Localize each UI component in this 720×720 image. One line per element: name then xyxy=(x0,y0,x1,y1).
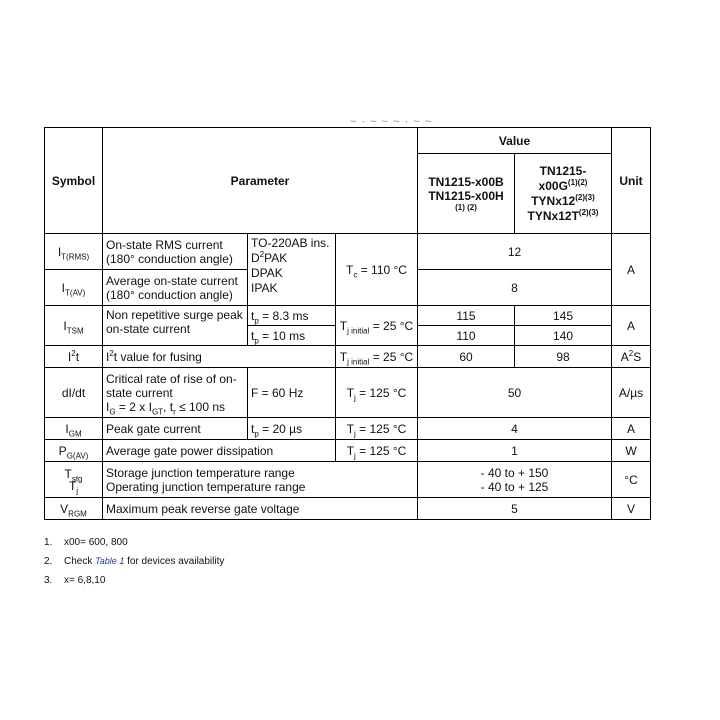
param-it-rms: On-state RMS current (180° conduction angle) xyxy=(103,234,248,270)
param-it-av: Average on-state current (180° conduction angle) xyxy=(103,270,248,306)
symbol-igm: $I_{GM}$ xyxy=(45,418,103,440)
unit-igm: A xyxy=(612,418,651,440)
temp-igm: $T_j = 125$ °C xyxy=(336,418,418,440)
header-variant-1: TN1215-x00B TN1215-x00H (1) (2) xyxy=(418,154,515,234)
value-itsm-2a: 110 xyxy=(418,326,515,346)
symbol-didt: dI/dt xyxy=(45,368,103,418)
header-symbol: Symbol xyxy=(45,128,103,234)
unit-it: A xyxy=(612,234,651,306)
absolute-ratings-table xyxy=(44,127,651,520)
header-parameter: Parameter xyxy=(103,128,418,234)
unit-didt: A/µs xyxy=(612,368,651,418)
symbol-i2t: $I^2t$ xyxy=(45,346,103,368)
unit-pgav: W xyxy=(612,440,651,462)
value-i2t-a: 60 xyxy=(418,346,515,368)
temp-itsm: $T_{j initial} = 25$ °C xyxy=(336,306,418,346)
value-tstg-tj: - 40 to + 150 - 40 to + 125 xyxy=(418,462,612,498)
value-didt: 50 xyxy=(418,368,612,418)
header-value: Value xyxy=(418,128,612,154)
symbol-it-rms: $I_{T(RMS)}$ xyxy=(45,234,103,270)
header-variant-2: TN1215- $x00G^{(1)(2)}$ $TYNx12^{(2)(3)}$ $TYNx12T^{(2)(3)}$ xyxy=(515,154,612,234)
cond-igm: $t_p = 20$ µs xyxy=(248,418,336,440)
value-i2t-b: 98 xyxy=(515,346,612,368)
header-unit: Unit xyxy=(612,128,651,234)
value-it-rms: 12 xyxy=(418,234,612,270)
table-1-link[interactable]: Table 1 xyxy=(95,556,125,566)
unit-vrgm: V xyxy=(612,498,651,520)
cropped-caption: ~ · ~ ~ ~ · ~ ~ xyxy=(350,116,433,123)
symbol-tstg-tj: $T_{stg}$ $T_j$ xyxy=(45,462,103,498)
value-pgav: 1 xyxy=(418,440,612,462)
cond-didt: F = 60 Hz xyxy=(248,368,336,418)
param-igm: Peak gate current xyxy=(103,418,248,440)
param-pgav: Average gate power dissipation xyxy=(103,440,336,462)
value-igm: 4 xyxy=(418,418,612,440)
unit-i2t: $A^2S$ xyxy=(612,346,651,368)
value-itsm-2b: 140 xyxy=(515,326,612,346)
footnotes xyxy=(44,533,224,590)
unit-tstg-tj: °C xyxy=(612,462,651,498)
param-itsm: Non repetitive surge peak on-state current xyxy=(103,306,248,346)
symbol-pgav: $P_{G(AV)}$ xyxy=(45,440,103,462)
temp-didt: $T_j = 125$ °C xyxy=(336,368,418,418)
cond-itsm-1: $t_p = 8.3$ ms xyxy=(248,306,336,326)
value-itsm-1a: 115 xyxy=(418,306,515,326)
param-vrgm: Maximum peak reverse gate voltage xyxy=(103,498,418,520)
temp-i2t: $T_{j initial} = 25$ °C xyxy=(336,346,418,368)
package-list: TO-220AB ins. $D^2PAK$ DPAK IPAK xyxy=(248,234,336,306)
symbol-it-av: $I_{T(AV)}$ xyxy=(45,270,103,306)
temp-pgav: $T_j = 125$ °C xyxy=(336,440,418,462)
symbol-vrgm: $V_{RGM}$ xyxy=(45,498,103,520)
footnote-2: 2. Check Table 1 for devices availability xyxy=(44,556,225,567)
symbol-itsm: $I_{TSM}$ xyxy=(45,306,103,346)
unit-itsm: A xyxy=(612,306,651,346)
cond-tc: $T_c = 110$ °C xyxy=(336,234,418,306)
cond-itsm-2: $t_p = 10$ ms xyxy=(248,326,336,346)
param-i2t: $I^2t$ value for fusing xyxy=(103,346,336,368)
value-vrgm: 5 xyxy=(418,498,612,520)
value-itsm-1b: 145 xyxy=(515,306,612,326)
param-tstg-tj: Storage junction temperature range Operating junction temperature range xyxy=(103,462,418,498)
param-didt: Critical rate of rise of on- state current $I_G = 2$ x $I_{GT}$, $t_r \le 100$ ns xyxy=(103,368,248,418)
footnote-1: 1. x00= 600, 800 xyxy=(44,537,128,548)
footnote-3: 3. x= 6,8,10 xyxy=(44,575,106,586)
value-it-av: 8 xyxy=(418,270,612,306)
